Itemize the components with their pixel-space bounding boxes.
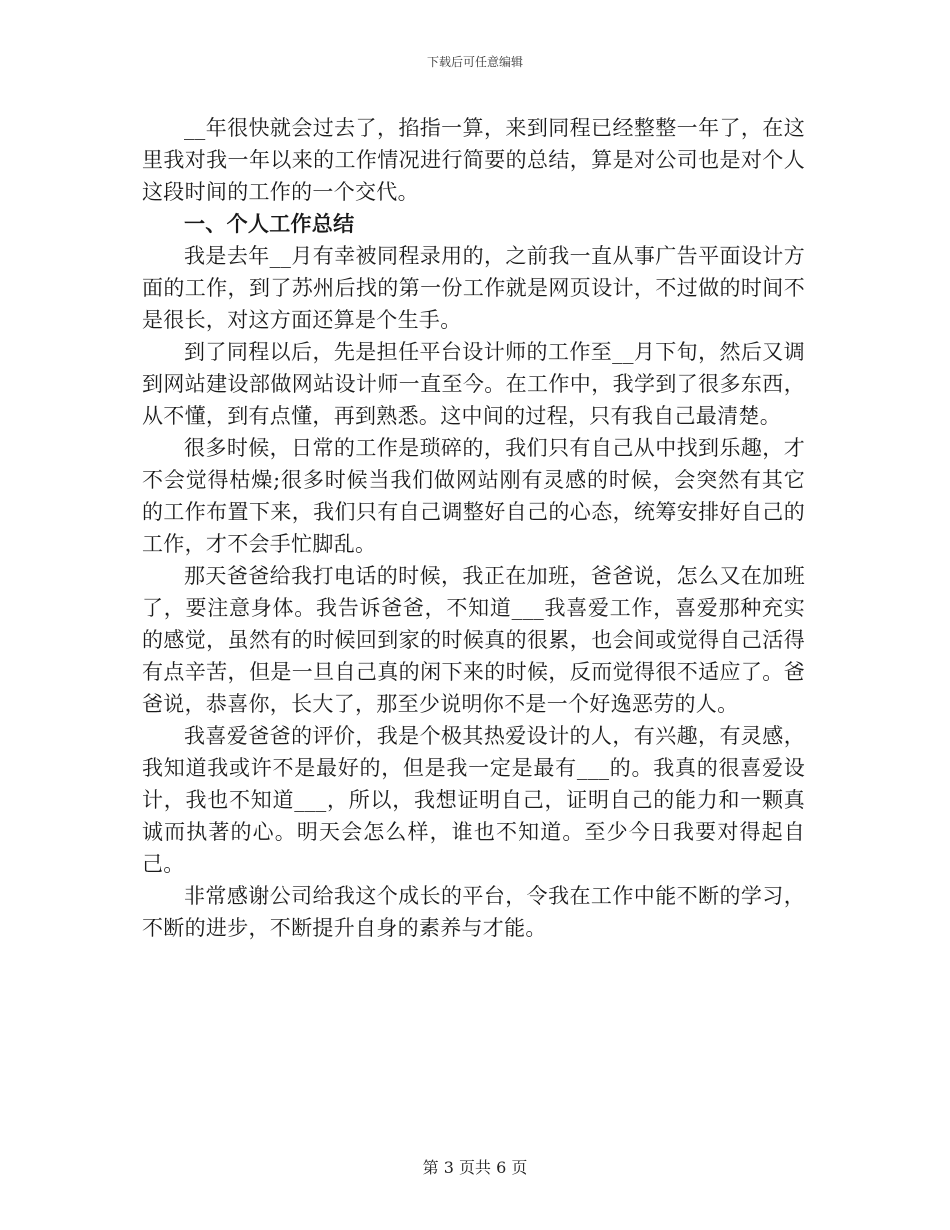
- paragraph-passion: 我喜爱爸爸的评价，我是个极其热爱设计的人，有兴趣，有灵感，我知道我或许不是最好的，但是我一定是最有___的。我真的很喜爱设计，我也不知道___，所以，我想证明自己，证明自己的能力和一颗真诚而执著的心。明天会怎么样，谁也不知道。至少今日我要对得起自己。: [142, 724, 805, 876]
- paragraph-career: 到了同程以后，先是担任平台设计师的工作至__月下旬，然后又调到网站建设部做网站设计师一直至今。在工作中，我学到了很多东西，从不懂，到有点懂，再到熟悉。这中间的过程，只有我自己最清楚。: [142, 340, 805, 428]
- paragraph-intro: __年很快就会过去了，掐指一算，来到同程已经整整一年了，在这里我对我一年以来的工作情况进行简要的总结，算是对公司也是对个人这段时间的工作的一个交代。: [142, 116, 805, 204]
- paragraph-father-call: 那天爸爸给我打电话的时候，我正在加班，爸爸说，怎么又在加班了，要注意身体。我告诉爸爸，不知道___我喜爱工作，喜爱那种充实的感觉，虽然有的时候回到家的时候真的很累，也会间或觉得自己活得有点辛苦，但是一旦自己真的闲下来的时候，反而觉得很不适应了。爸爸说，恭喜你，长大了，那至少说明你不是一个好逸恶劳的人。: [142, 564, 805, 716]
- document-body: [142, 112, 805, 944]
- section-heading: 一、个人工作总结: [184, 211, 355, 236]
- paragraph-thanks: 非常感谢公司给我这个成长的平台，令我在工作中能不断的学习，不断的进步，不断提升自身的素养与才能。: [142, 884, 805, 940]
- paragraph-daily-work: 很多时候，日常的工作是琐碎的，我们只有自己从中找到乐趣，才不会觉得枯燥;很多时候当我们做网站刚有灵感的时候，会突然有其它的工作布置下来，我们只有自己调整好自己的心态，统筹安排好自己的工作，才不会手忙脚乱。: [142, 436, 805, 556]
- header-note: 下载后可任意编辑: [426, 55, 523, 69]
- page-number: 第 3 页共 6 页: [422, 1158, 528, 1177]
- paragraph-background: 我是去年__月有幸被同程录用的，之前我一直从事广告平面设计方面的工作，到了苏州后找的第一份工作就是网页设计，不过做的时间不是很长，对这方面还算是个生手。: [142, 244, 805, 332]
